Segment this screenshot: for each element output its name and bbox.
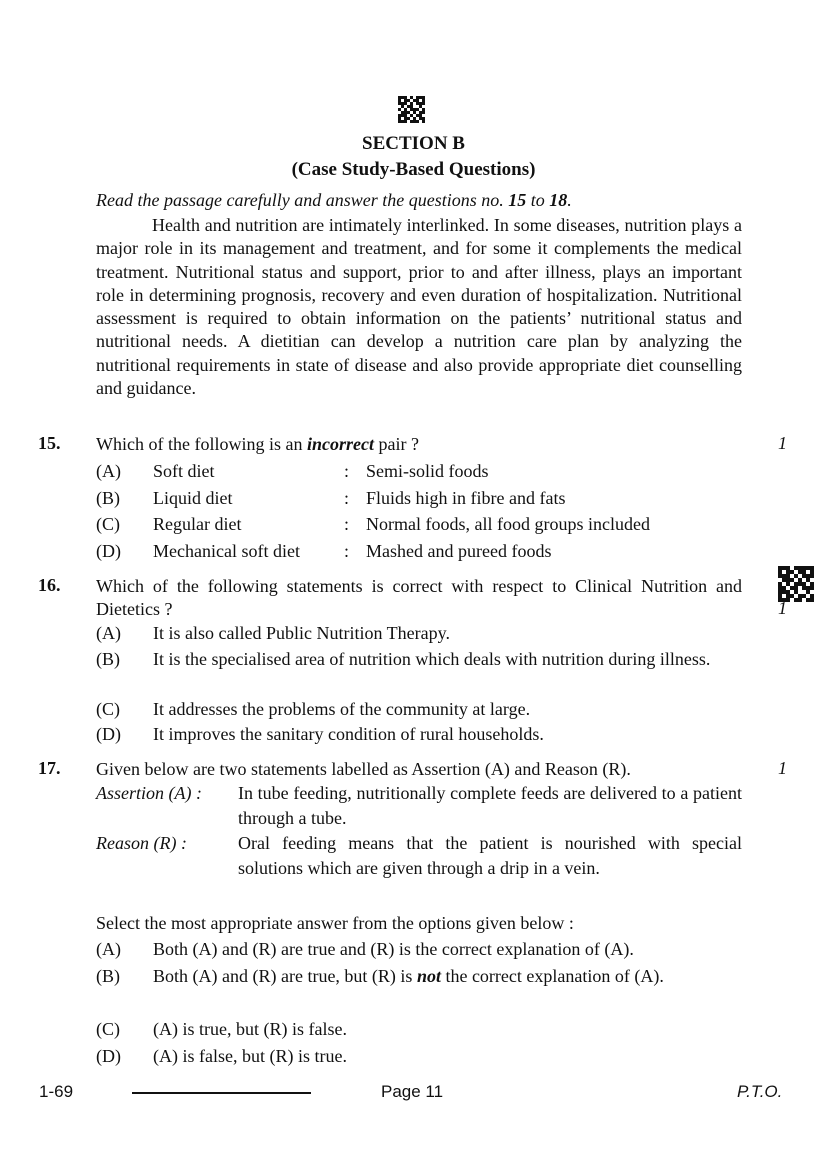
- pair-colon: :: [344, 514, 350, 534]
- option-text: It improves the sanitary condition of rural households.: [153, 724, 544, 744]
- option-label: (D): [96, 541, 121, 561]
- case-study-passage: Health and nutrition are intimately interlinked. In some diseases, nutrition plays a major role in its management and treatment, and for some it complements the medical treatment. Nutritional status and support, prior to and after illness, plays an important role in determining prognosis, recovery and even duration of hospitalization. Nutritional assessment is required to obtain information on the patients’ nutritional status and nutritional needs. A dietitian can develop a nutrition care plan by analyzing the nutritional requirements in state of disease and also provide appropriate diet counselling and guidance.: [96, 215, 742, 399]
- pair-colon: :: [344, 541, 350, 561]
- question-15-marks: 1: [778, 433, 787, 453]
- option-text: It addresses the problems of the community at large.: [153, 699, 531, 719]
- option-label: (D): [96, 724, 121, 744]
- pair-diet: Regular diet: [153, 514, 242, 534]
- pair-diet: Soft diet: [153, 461, 215, 481]
- reason-label: Reason (R) :: [96, 833, 187, 853]
- pair-diet: Liquid diet: [153, 488, 233, 508]
- pair-description: Normal foods, all food groups included: [366, 514, 650, 534]
- option-label: (B): [96, 488, 120, 508]
- page-number: Page 11: [381, 1082, 444, 1101]
- qr-code-side: [778, 566, 814, 602]
- option-label: (B): [96, 966, 120, 986]
- pair-colon: :: [344, 488, 350, 508]
- option-text: (A) is false, but (R) is true.: [153, 1046, 347, 1066]
- pair-diet: Mechanical soft diet: [153, 541, 300, 561]
- question-number-16: 16.: [38, 575, 61, 595]
- paper-code: 1-69: [39, 1082, 74, 1101]
- option-label: (C): [96, 699, 120, 719]
- question-number-17: 17.: [38, 758, 61, 778]
- footer-divider: [132, 1092, 311, 1094]
- section-title: SECTION B: [362, 133, 465, 154]
- option-text: Both (A) and (R) are true and (R) is the correct explanation of (A).: [153, 939, 634, 959]
- pto-label: P.T.O.: [737, 1082, 783, 1101]
- question-17-text: Given below are two statements labelled as Assertion (A) and Reason (R).: [96, 759, 631, 779]
- assertion-label: Assertion (A) :: [96, 783, 202, 803]
- option-text: (A) is true, but (R) is false.: [153, 1019, 347, 1039]
- option-text: Both (A) and (R) are true, but (R) is not the correct explanation of (A).: [153, 966, 664, 986]
- option-label: (B): [96, 649, 120, 669]
- option-label: (C): [96, 1019, 120, 1039]
- pair-description: Semi-solid foods: [366, 461, 489, 481]
- select-answer-instruction: Select the most appropriate answer from the options given below :: [96, 913, 574, 933]
- pair-description: Mashed and pureed foods: [366, 541, 552, 561]
- option-label: (A): [96, 939, 121, 959]
- question-number-15: 15.: [38, 433, 61, 453]
- question-16-marks: 1: [778, 598, 787, 618]
- reason-text: Oral feeding means that the patient is nourished with special solutions which are given through a drip in a vein.: [238, 833, 742, 878]
- option-label: (C): [96, 514, 120, 534]
- question-16-text: Which of the following statements is correct with respect to Clinical Nutrition and Dietetics ?: [96, 576, 742, 619]
- option-text: It is the specialised area of nutrition which deals with nutrition during illness.: [153, 649, 711, 669]
- assertion-text: In tube feeding, nutritionally complete feeds are delivered to a patient through a tube.: [238, 783, 742, 828]
- pair-description: Fluids high in fibre and fats: [366, 488, 566, 508]
- section-subtitle: (Case Study-Based Questions): [291, 159, 536, 180]
- pair-colon: :: [344, 461, 350, 481]
- passage-instruction: Read the passage carefully and answer the questions no. 15 to 18.: [96, 190, 572, 210]
- option-label: (A): [96, 461, 121, 481]
- question-17-marks: 1: [778, 758, 787, 778]
- qr-code-top: [398, 96, 425, 123]
- option-label: (D): [96, 1046, 121, 1066]
- question-15-text: Which of the following is an incorrect pair ?: [96, 434, 419, 454]
- option-text: It is also called Public Nutrition Therapy.: [153, 623, 450, 643]
- option-label: (A): [96, 623, 121, 643]
